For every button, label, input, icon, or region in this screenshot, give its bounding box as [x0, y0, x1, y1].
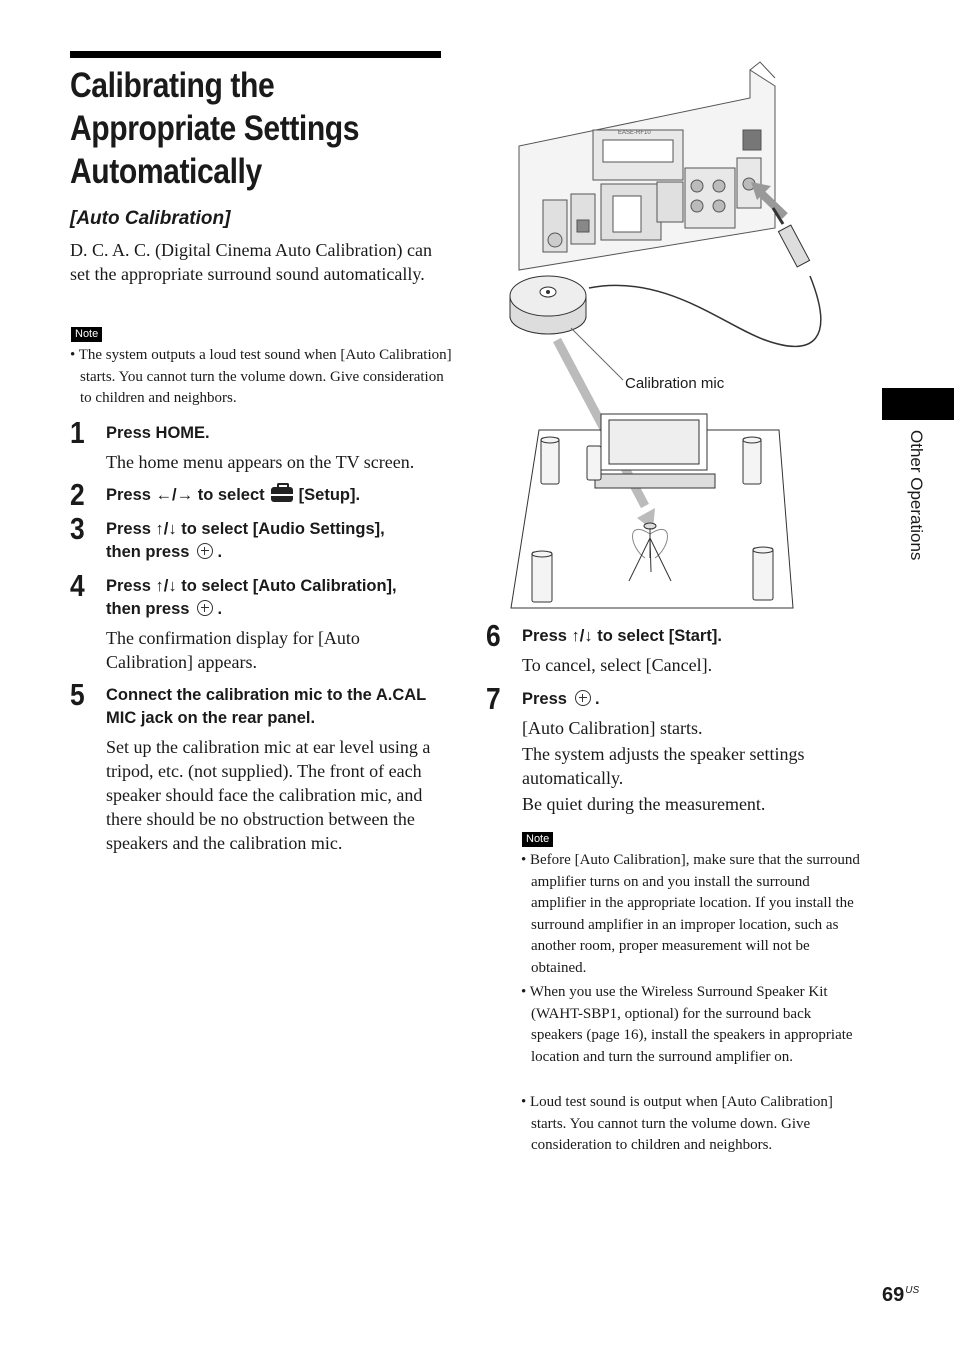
page-number [882, 1284, 919, 1307]
step-3-heading-c: . [217, 543, 223, 561]
step-2-heading [106, 484, 446, 507]
note-badge: Note [71, 327, 102, 342]
step-number-5: 5 [70, 677, 85, 712]
step-3-heading-a: Press ↑/↓ to select [Audio Settings], [106, 520, 385, 538]
section-tab-marker [882, 388, 954, 420]
step-number-4: 4 [70, 568, 85, 603]
step-3-heading-b: then press [106, 543, 190, 561]
note-text: The system outputs a loud test sound when [Auto Calibration] starts. You cannot turn the volume down. Give consideration to children and neighbors. [78, 347, 452, 406]
enter-button-icon [575, 690, 591, 706]
page-number-suffix: US [905, 1285, 920, 1296]
step-5-body: Set up the calibration mic at ear level using a tripod, etc. (not supplied). The front of each speaker should face the calibration mic, and there should be no obstruction between the speakers and the calibration mic. [106, 737, 431, 853]
rear-panel-label: EASE-RF10 [618, 130, 651, 136]
step-7-heading-a: Press [522, 690, 567, 708]
step-2-heading-b: [Setup]. [298, 486, 361, 504]
enter-button-icon [197, 543, 213, 559]
note-item: • When you use the Wireless Surround Speaker Kit (WAHT-SBP1, optional) for the surround back speakers (page 16), install the speakers in appropriate location and turn the surround amplifier on. [521, 984, 853, 1065]
step-2-heading-a: Press ←/→ to select [106, 486, 265, 504]
step-6-body: To cancel, select [Cancel]. [522, 655, 713, 675]
calibration-mic-label: Calibration mic [625, 375, 725, 392]
step-6-heading: Press ↑/↓ to select [Start]. [522, 627, 722, 645]
step-number-6: 6 [486, 618, 501, 653]
unit-rear-panel [519, 62, 775, 270]
toolbox-icon [271, 487, 293, 502]
step-number-1: 1 [70, 415, 85, 450]
step-7-heading [522, 688, 862, 711]
step-4-heading [106, 575, 446, 621]
calibration-mic-device [510, 276, 586, 334]
step-7-body-3: Be quiet during the measurement. [522, 794, 766, 814]
note-item: • The system outputs a loud test sound when [Auto Calibration] starts. You cannot turn the volume down. Give consideration to children and neighbors. [70, 347, 452, 406]
step-1-heading: Press HOME. [106, 424, 210, 442]
step-4-heading-a: Press ↑/↓ to select [Auto Calibration], [106, 577, 397, 595]
step-4-heading-c: . [217, 600, 223, 618]
note-badge: Note [522, 832, 553, 847]
step-7-body-1: [Auto Calibration] starts. [522, 718, 703, 738]
step-number-3: 3 [70, 511, 85, 546]
step-1-body: The home menu appears on the TV screen. [106, 452, 415, 472]
enter-button-icon [197, 600, 213, 616]
step-5-heading: Connect the calibration mic to the A.CAL MIC jack on the rear panel. [106, 686, 426, 727]
step-7-body-2: The system adjusts the speaker settings automatically. [522, 744, 805, 788]
step-3-heading [106, 518, 446, 564]
step-number-7: 7 [486, 681, 501, 716]
title-rule [70, 51, 441, 58]
intro-text: D. C. A. C. (Digital Cinema Auto Calibration) can set the appropriate surround sound automatically. [70, 240, 432, 284]
note-item: • Loud test sound is output when [Auto Calibration] starts. You cannot turn the volume down. Give consideration to children and neighbors. [521, 1094, 833, 1153]
mic-cable [589, 276, 821, 346]
step-7-heading-b: . [594, 690, 600, 708]
step-4-heading-b: then press [106, 600, 190, 618]
note-text: Before [Auto Calibration], make sure that the surround amplifier turns on and you install the surround amplifier in the appropriate location. If you install the surround amplifier in an improper location, such as another room, proper measurement will not be obtained. [530, 852, 860, 976]
note-item: • Before [Auto Calibration], make sure that the surround amplifier turns on and you install the surround amplifier in the appropriate location. If you install the surround amplifier in an improper location, such as another room, proper measurement will not be obtained. [521, 852, 860, 976]
section-subtitle: [Auto Calibration] [70, 208, 231, 229]
step-number-2: 2 [70, 477, 85, 512]
page-title: Calibrating the Appropriate Settings Automatically [70, 66, 360, 191]
calibration-setup-diagram [505, 58, 835, 614]
page-number-value: 69 [882, 1284, 905, 1306]
note-text: Loud test sound is output when [Auto Calibration] starts. You cannot turn the volume down. Give consideration to children and neighbors. [530, 1094, 833, 1153]
section-tab-label: Other Operations [907, 430, 926, 561]
tv-icon [595, 414, 715, 488]
step-4-body: The confirmation display for [Auto Calibration] appears. [106, 628, 360, 672]
mic-plug [773, 208, 810, 267]
tripod-icon [629, 523, 671, 581]
note-text: When you use the Wireless Surround Speaker Kit (WAHT-SBP1, optional) for the surround back speakers (page 16), install the speakers in appropriate location and turn the surround amplifier on. [529, 984, 853, 1065]
